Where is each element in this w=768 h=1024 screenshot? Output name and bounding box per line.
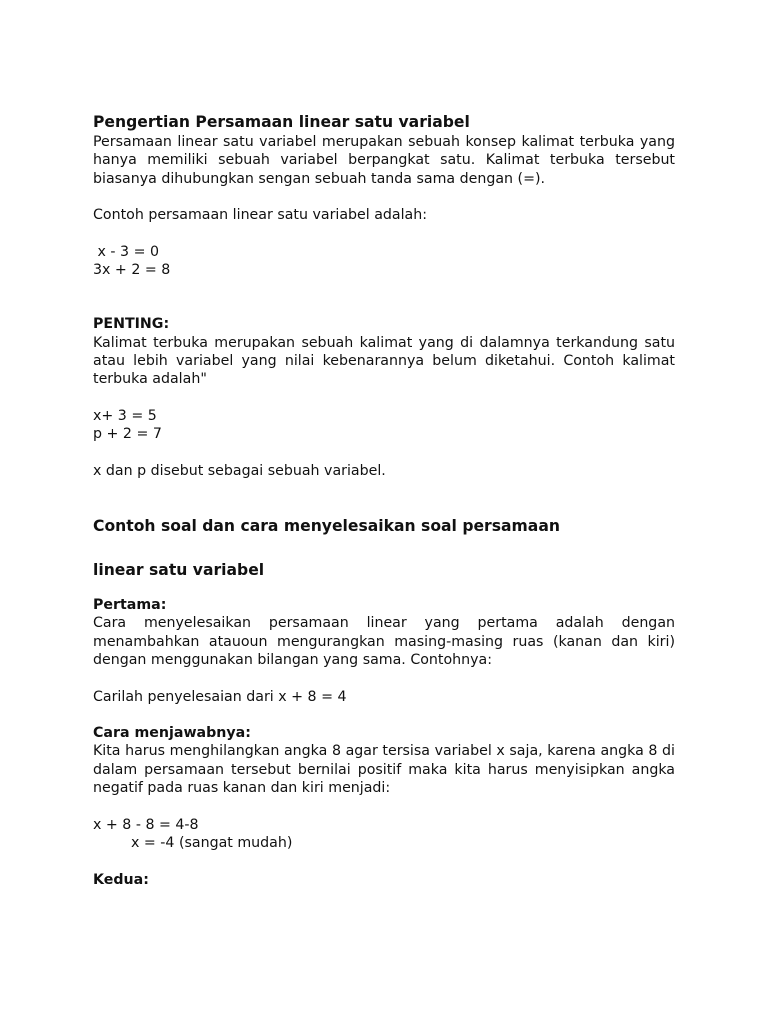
section-title: Pengertian Persamaan linear satu variabel bbox=[93, 113, 470, 131]
question-line: Carilah penyelesaian dari x + 8 = 4 bbox=[93, 688, 347, 705]
document-page bbox=[93, 112, 675, 889]
penting-label: PENTING: bbox=[93, 316, 170, 333]
variable-note: x dan p disebut sebagai sebuah variabel. bbox=[93, 462, 386, 479]
equation-line: x - 3 = 0 bbox=[93, 243, 160, 260]
step-line: x = -4 (sangat mudah) bbox=[131, 834, 293, 851]
section-heading-line: linear satu variabel bbox=[93, 561, 265, 580]
step-line: x + 8 - 8 = 4-8 bbox=[93, 816, 199, 833]
section-heading bbox=[93, 504, 675, 592]
equation-line: p + 2 = 7 bbox=[93, 426, 162, 443]
equation-line: x+ 3 = 5 bbox=[93, 407, 157, 424]
penting-paragraph: Kalimat terbuka merupakan sebuah kalimat yang di dalamnya terkandung satu atau lebih variabel yang nilai kebenarannya belum diketahui. Contoh kalimat terbuka adalah" bbox=[93, 334, 675, 388]
kedua-label: Kedua: bbox=[93, 871, 149, 888]
cara-label: Cara menjawabnya: bbox=[93, 725, 251, 742]
equation-line: 3x + 2 = 8 bbox=[93, 262, 171, 279]
pertama-label: Pertama: bbox=[93, 597, 167, 614]
section-heading-line: Contoh soal dan cara menyelesaikan soal persamaan bbox=[93, 517, 560, 536]
cara-paragraph: Kita harus menghilangkan angka 8 agar tersisa variabel x saja, karena angka 8 di dalam persamaan tersebut bernilai positif maka kita harus menyisipkan angka negatif pada ruas kanan dan kiri menjadi: bbox=[93, 743, 675, 797]
example-intro: Contoh persamaan linear satu variabel adalah: bbox=[93, 207, 428, 224]
pertama-paragraph: Cara menyelesaikan persamaan linear yang pertama adalah dengan menambahkan atauoun mengurangkan masing-masing ruas (kanan dan kiri) dengan menggunakan bilangan yang sama. Contohnya: bbox=[93, 615, 675, 668]
definition-paragraph: Persamaan linear satu variabel merupakan sebuah konsep kalimat terbuka yang hanya memiliki sebuah variabel berpangkat satu. Kalimat terbuka tersebut biasanya dihubungkan sengan sebuah tanda sama dengan (=). bbox=[93, 134, 675, 187]
